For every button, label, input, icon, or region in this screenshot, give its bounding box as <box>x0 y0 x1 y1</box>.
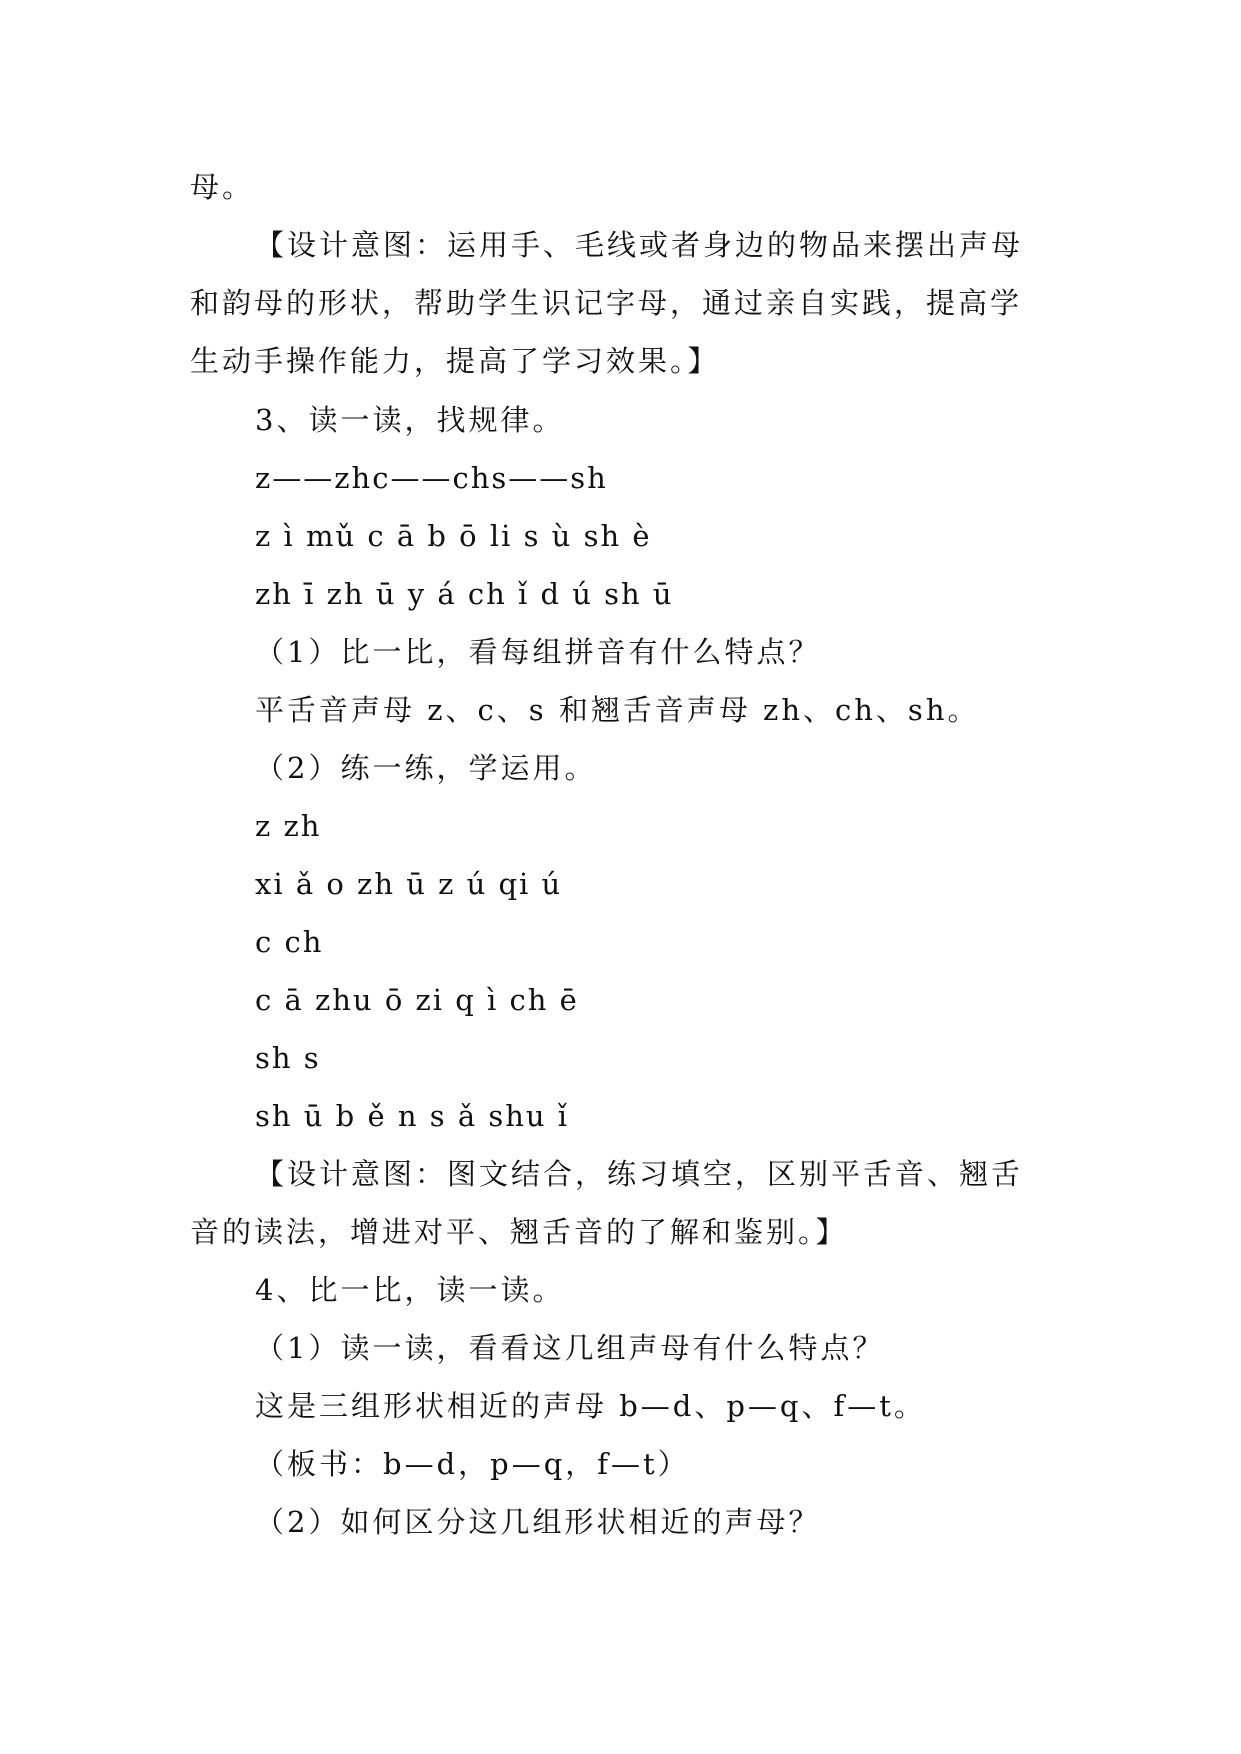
design-intent-1-line-1: 【设计意图：运用手、毛线或者身边的物品来摆出声母 <box>255 228 1024 262</box>
design-intent-2-line-1: 【设计意图：图文结合，练习填空，区别平舌音、翘舌 <box>255 1157 1024 1191</box>
text-line-1: 母。 <box>190 170 255 204</box>
question-1: （1）比一比，看每组拼音有什么特点？ <box>255 635 821 669</box>
question-3: （1）读一读，看看这几组声母有什么特点？ <box>255 1331 885 1365</box>
board-note: （板书：b—d，p—q，f—t） <box>255 1447 690 1481</box>
design-intent-1-line-2: 和韵母的形状，帮助学生识记字母，通过亲自实践，提高学 <box>190 286 1023 320</box>
pinyin-pattern-line: z——zhc——chs——sh <box>255 461 608 495</box>
practice-pair-c-ch: c ch <box>255 925 324 959</box>
section-4-heading: 4、比一比，读一读。 <box>255 1273 565 1307</box>
section-3-heading: 3、读一读，找规律。 <box>255 403 565 437</box>
practice-pair-z-zh: z zh <box>255 809 322 843</box>
answer-1: 平舌音声母 z、c、s 和翘舌音声母 zh、ch、sh。 <box>255 693 980 727</box>
practice-pinyin-2: c ā zhu ō zi q ì ch ē <box>255 983 579 1017</box>
design-intent-2-line-2: 音的读法，增进对平、翘舌音的了解和鉴别。】 <box>190 1215 848 1249</box>
pinyin-example-line-1: z ì mǔ c ā b ō li s ù sh è <box>255 519 652 553</box>
pinyin-example-line-2: zh ī zh ū y á ch ǐ d ú sh ū <box>255 577 674 611</box>
design-intent-1-line-3: 生动手操作能力，提高了学习效果。】 <box>190 344 720 378</box>
practice-pinyin-3: sh ū b ě n s ǎ shu ǐ <box>255 1099 570 1133</box>
question-4: （2）如何区分这几组形状相近的声母？ <box>255 1505 821 1539</box>
practice-pinyin-1: xi ǎ o zh ū z ú qi ú <box>255 867 563 901</box>
answer-3: 这是三组形状相近的声母 b—d、p—q、f—t。 <box>255 1389 926 1423</box>
practice-pair-sh-s: sh s <box>255 1041 321 1075</box>
question-2: （2）练一练，学运用。 <box>255 751 597 785</box>
